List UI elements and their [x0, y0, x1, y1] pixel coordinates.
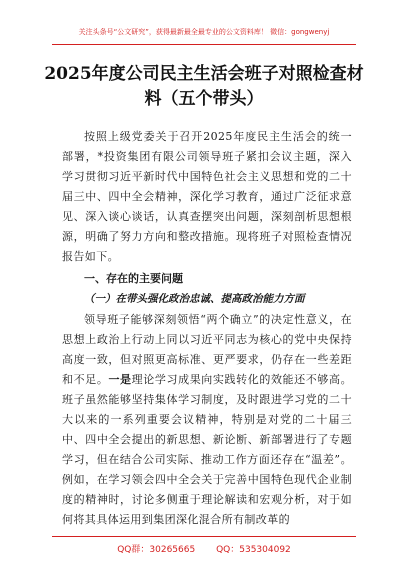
- document-body: [62, 127, 352, 530]
- footer-divider: [52, 536, 356, 537]
- body-paragraph: [62, 310, 352, 530]
- para-text-before: 领导班子能够深刻领悟“两个确立”的决定性意义，在思想上政治上行动上同以习近平同志为核心的党中央保持高度一致，但对照更高标准、更严要求，仍存在一些差距和不足。: [62, 313, 352, 386]
- footer-contact: [0, 542, 408, 555]
- document-title: 2025年度公司民主生活会班子对照检查材料（五个带头）: [44, 64, 364, 109]
- intro-paragraph: 按照上级党委关于召开2025年度民主生活会的统一部署，*投资集团有限公司领导班子紧扣会议主题，深入学习贯彻习近平新时代中国特色社会主义思想和党的二十届三中、四中全会精神，深化学习教育，通过广泛征求意见、深入谈心谈话，认真查摆突出问题，深刻剖析思想根源，明确了努力方向和整改措施。现将班子对照检查情况报告如下。: [62, 130, 352, 263]
- header-divider: [52, 44, 356, 45]
- para-text-after: 理论学习成果向实践转化的效能还不够高。班子虽然能够坚持集体学习制度，及时跟进学习党的二十大以来的一系列重要会议精神，特别是对党的二十届三中、四中全会提出的新思想、新论断、新部署进行了专题学习，但在结合公司实际、推动工作方面还存在“温差”。例如，在学习领会四中全会关于完善中国特色现代企业制度的精神时，讨论多侧重于理论解读和宏观分析，对于如何将其具体运用到集团深化混合所有制改革的: [62, 373, 352, 526]
- footer-qq-group: QQ群：30265665: [117, 545, 196, 555]
- section-heading: 一、存在的主要问题: [84, 272, 183, 285]
- para-ordinal-bold: 一是: [108, 373, 132, 386]
- footer-qq: QQ：535304092: [216, 545, 291, 555]
- subsection-heading: （一）在带头强化政治忠诚、提高政治能力方面: [84, 293, 305, 305]
- header-note: 关注头条号“公文研究”，获得最新最全最专业的公文资料库！ 微信：gongwenyj: [78, 28, 330, 36]
